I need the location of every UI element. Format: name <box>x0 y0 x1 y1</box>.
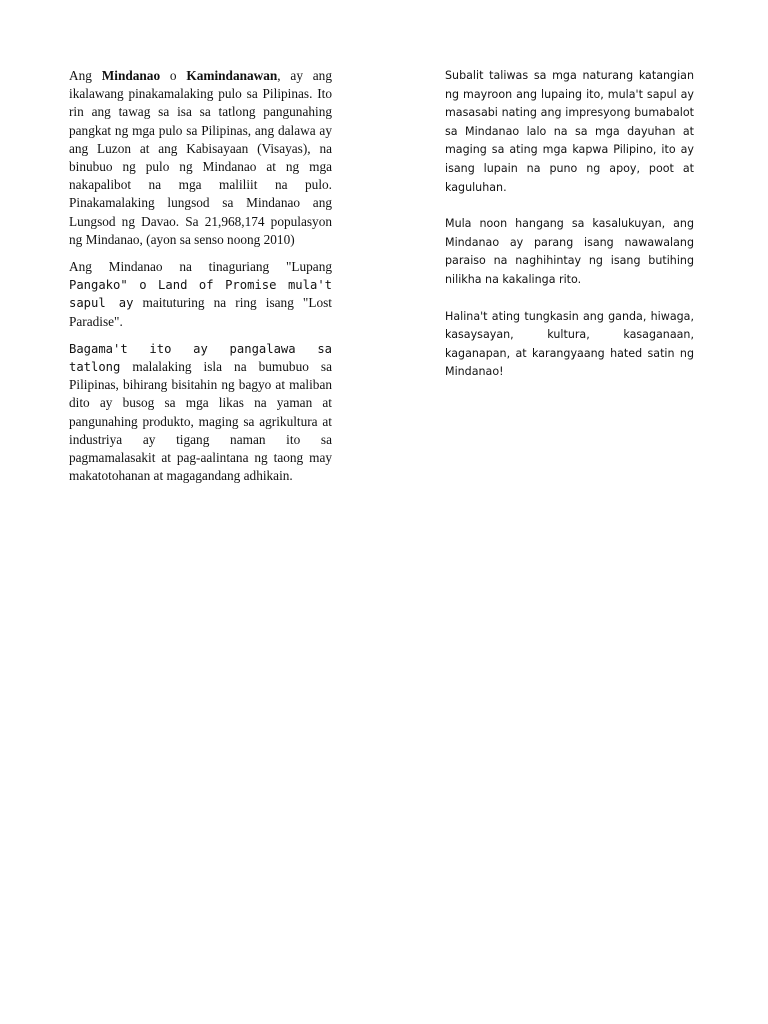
right-column <box>445 67 694 382</box>
paragraph-intro <box>69 67 332 249</box>
text-segment: Ang Mindanao na tinaguriang "Lupang <box>69 259 332 275</box>
text-segment: , ay ang ikalawang pinakamalaking pulo sa Pilipinas. Ito rin ang tawag sa isa sa tatlong pangunahing pangkat ng mga pulo sa Pilipinas, ang dalawa ay ang Luzon at ang Kabisayaan (Visayas), na binubuo ng pulo ng Mindanao at ng mga nakapalibot na mga maliliit na pulo. Pinakamalaking lungsod sa Mindanao ang Lungsod ng Davao. Sa 21,968,174 populasyon ng Mindanao, (ayon sa senso noong 2010) <box>69 68 332 247</box>
paragraph-mula-noon: Mula noon hangang sa kasalukuyan, ang Mindanao ay parang isang nawawalang paraiso na naghihintay ng isang butihing nilikha na kakalinga rito. <box>445 217 694 286</box>
bold-term-kamindanawan: Kamindanawan <box>186 68 278 83</box>
text-segment: o <box>160 68 187 83</box>
left-column <box>69 67 332 485</box>
text-segment: Ang <box>69 68 102 83</box>
paragraph-bagamat <box>69 340 332 486</box>
text-segment: malalaking isla na bumubuo sa Pilipinas, bihirang bisitahin ng bagyo at maliban dito ay busog sa mga likas na yaman at pangunahing produkto, maging sa agrikultura at industriya ay tigang naman ito sa pagmamalasakit at pag-aalintana ng taong may makatotohanan at magagandang adhikain. <box>69 359 332 484</box>
paragraph-subalit: Subalit taliwas sa mga naturang katangian ng mayroon ang lupaing ito, mula't sapul ay masasabi nating ang impresyong bumabalot sa Mindanao lalo na sa mga dayuhan at maging sa ating mga kapwa Pilipino, ito ay isang lupain na puno ng apoy, poot at kaguluhan. <box>445 69 694 194</box>
bold-term-mindanao: Mindanao <box>101 68 161 83</box>
text-segment: maituturing na ring isang "Lost Paradise". <box>69 295 332 329</box>
paragraph-halina: Halina't ating tungkasin ang ganda, hiwaga, kasaysayan, kultura, kasaganaan, kaganapan, at karangyaang hated satin ng Mindanao! <box>445 309 694 379</box>
paragraph-lupang-pangako <box>69 258 332 331</box>
alt-font-segment: Bagama't ito ay pangalawa sa tatlong <box>69 341 332 375</box>
alt-font-segment: Pangako" o Land of Promise mula't sapul ay <box>69 278 332 311</box>
